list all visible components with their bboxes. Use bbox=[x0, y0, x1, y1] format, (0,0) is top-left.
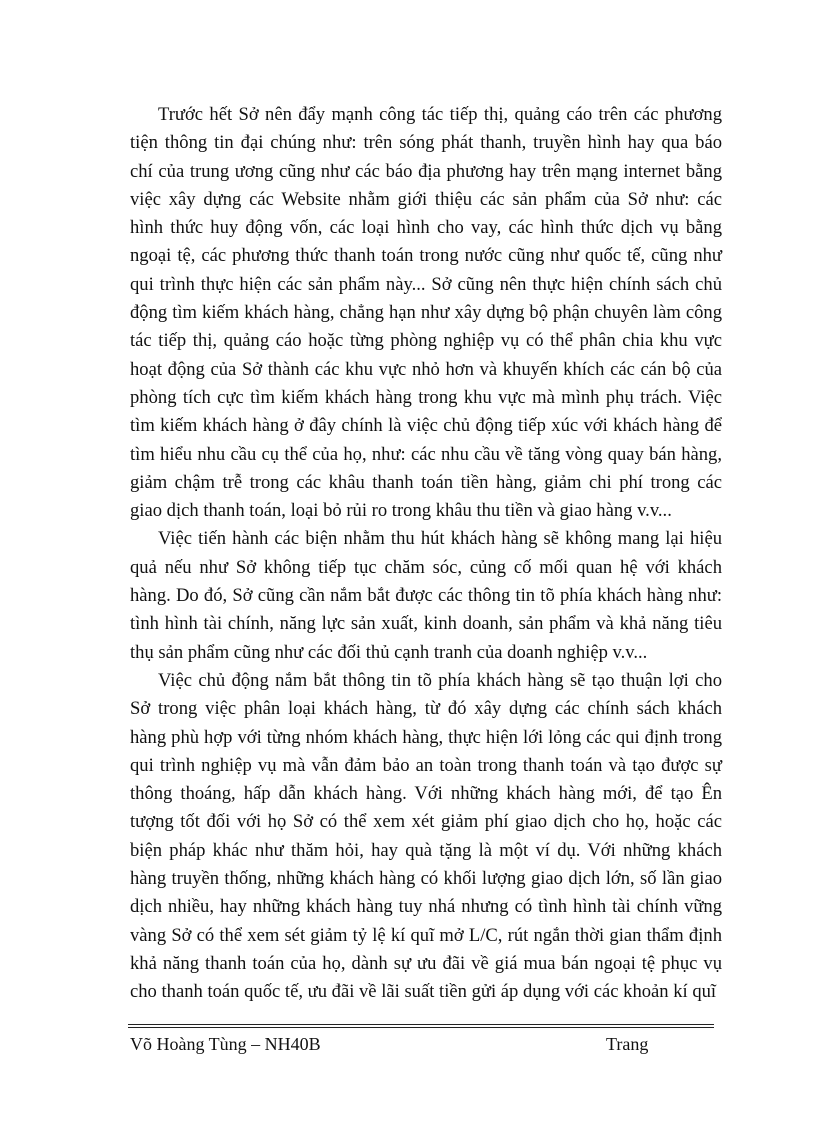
text-line: hình thức huy động vốn, các loại hình cho vay, các hình thức dịch vụ bằng bbox=[130, 217, 722, 239]
text-line: qui trình nghiệp vụ mà vẫn đảm bảo an toàn trong thanh toán và tạo được sự bbox=[130, 754, 722, 776]
text-line: động tìm kiếm khách hàng, chẳng hạn như xây dựng bộ phận chuyên làm công bbox=[130, 302, 722, 324]
text-line: tác tiếp thị, quảng cáo hoặc từng phòng nghiệp vụ có thể phân chia khu vực bbox=[130, 330, 722, 352]
text-line: Sở trong việc phân loại khách hàng, từ đó xây dựng các chính sách khách bbox=[130, 698, 722, 720]
text-line: phòng tích cực tìm kiếm khách hàng trong khu vực mà mình phụ trách. Việc bbox=[130, 386, 722, 408]
text-line: hàng truyền thống, những khách hàng có khối lượng giao dịch lớn, số lần giao bbox=[130, 868, 722, 890]
text-line: giảm chậm trễ trong các khâu thanh toán tiền hàng, giảm chi phí trong các bbox=[130, 471, 722, 493]
body-text bbox=[130, 101, 722, 1007]
text-line: biện pháp khác như thăm hỏi, hay quà tặng là một ví dụ. Với những khách bbox=[130, 839, 722, 861]
text-line: khả năng thanh toán của họ, dành sự ưu đãi về giá mua bán ngoại tệ phục vụ bbox=[130, 952, 722, 974]
text-line: giao dịch thanh toán, loại bỏ rủi ro trong khâu thu tiền và giao hàng v.v... bbox=[130, 500, 672, 522]
text-line: dịch nhiều, hay những khách hàng tuy nhá nhưng có tình hình tài chính vững bbox=[130, 896, 722, 918]
text-line: qui trình thực hiện các sản phẩm này... Sở cũng nên thực hiện chính sách chủ bbox=[130, 273, 722, 295]
text-line: thụ sản phẩm cũng như các đối thủ cạnh tranh của doanh nghiệp v.v... bbox=[130, 641, 648, 663]
text-line: quả nếu như Sở không tiếp tục chăm sóc, củng cố mối quan hệ với khách bbox=[130, 556, 722, 578]
text-line: hàng. Do đó, Sở cũng cần nắm bắt được các thông tin tõ phía khách hàng như: bbox=[130, 585, 722, 607]
text-line: tìm kiếm khách hàng ở đây chính là việc chủ động tiếp xúc với khách hàng để bbox=[130, 415, 722, 437]
paragraph bbox=[130, 525, 722, 666]
text-line: Việc tiến hành các biện nhằm thu hút khách hàng sẽ không mang lại hiệu bbox=[158, 528, 722, 550]
text-line: Trước hết Sở nên đẩy mạnh công tác tiếp thị, quảng cáo trên các phương bbox=[158, 104, 722, 125]
text-line: tình hình tài chính, năng lực sản xuất, kinh doanh, sản phẩm và khả năng tiêu bbox=[130, 613, 722, 635]
text-line: cho thanh toán quốc tế, ưu đãi về lãi suất tiền gửi áp dụng với các khoản kí quĩ bbox=[130, 981, 717, 1003]
text-line: tiện thông tin đại chúng như: trên sóng phát thanh, truyền hình hay qua báo bbox=[130, 132, 722, 154]
text-line: Việc chủ động nắm bắt thông tin tõ phía khách hàng sẽ tạo thuận lợi cho bbox=[158, 669, 722, 691]
text-line: vàng Sở có thể xem sét giảm tỷ lệ kí quĩ mở L/C, rút ngắn thời gian thẩm định bbox=[130, 924, 722, 946]
footer-author: Võ Hoàng Tùng – NH40B bbox=[130, 1034, 321, 1054]
text-line: hoạt động của Sở thành các khu vực nhỏ hơn và khuyến khích các cán bộ của bbox=[130, 358, 722, 380]
text-line: hàng phù hợp với từng nhóm khách hàng, thực hiện lới lỏng các qui định trong bbox=[130, 726, 722, 748]
text-line: tìm hiểu nhu cầu cụ thể của họ, như: các nhu cầu về tăng vòng quay bán hàng, bbox=[130, 443, 722, 465]
text-line: chí của trung ương cũng như các báo địa phương hay trên mạng internet bằng bbox=[130, 160, 722, 182]
footer-rule bbox=[128, 1024, 714, 1028]
text-line: việc xây dựng các Website nhằm giới thiệu các sản phẩm của Sở như: các bbox=[130, 188, 722, 210]
footer-page-label: Trang bbox=[606, 1034, 649, 1054]
paragraph bbox=[130, 101, 722, 525]
text-line: thông thoáng, hấp dẫn khách hàng. Với những khách hàng mới, để tạo Ên bbox=[130, 783, 722, 805]
text-line: ngoại tệ, các phương thức thanh toán trong nước cũng như quốc tế, cũng như bbox=[130, 245, 722, 267]
text-line: tượng tốt đối với họ Sở có thể xem xét giảm phí giao dịch cho họ, hoặc các bbox=[130, 811, 722, 833]
paragraph bbox=[130, 667, 722, 1007]
